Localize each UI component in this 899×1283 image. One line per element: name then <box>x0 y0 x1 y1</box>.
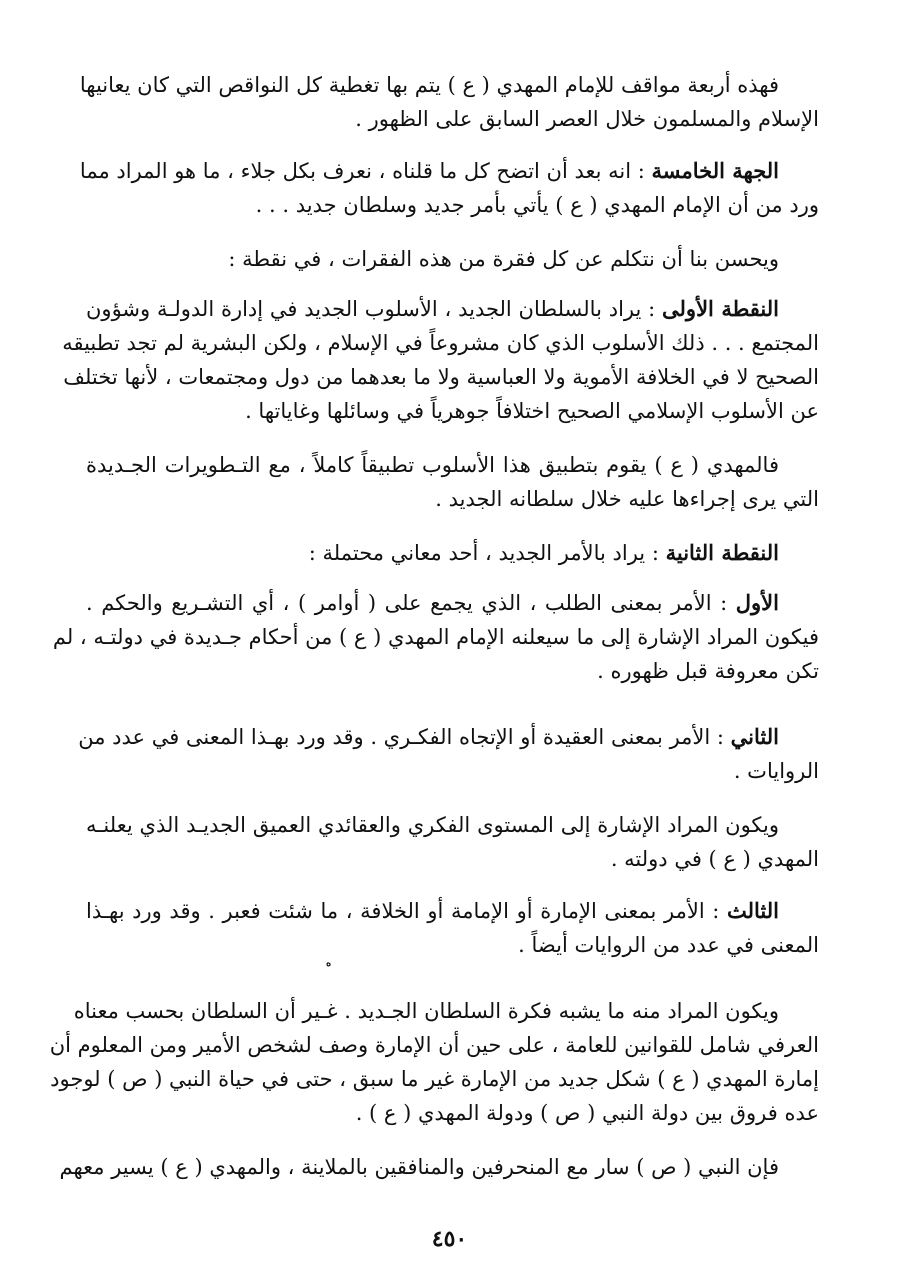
paragraph-prophet-conduct <box>59 1150 819 1184</box>
text-line <box>78 720 819 754</box>
section-heading: الأول <box>735 590 779 615</box>
text-line: ويحسن بنا أن نتكلم عن كل فقرة من هذه الفقرات ، في نقطة : <box>228 247 779 271</box>
text-line: فيكون المراد الإشارة إلى ما سيعلنه الإمام المهدي ( ع ) من أحكام جـديدة في دولتـه ، لم <box>52 625 819 649</box>
section-heading: الثالث <box>727 898 779 923</box>
text-line: العرفي شامل للقوانين للعامة ، على حين أن الإمارة وصف لشخص الأمير ومن المعلوم أن <box>49 1033 819 1057</box>
text-line: ورد من أن الإمام المهدي ( ع ) يأتي بأمر جديد وسلطان جديد . . . <box>255 193 819 217</box>
paragraph-first-meaning <box>52 586 819 688</box>
text-run: : الأمر بمعنى الطلب ، الذي يجمع على ( أوامر ) ، أي التشـريع والحكم . <box>86 591 728 615</box>
text-line <box>79 154 819 188</box>
text-line: التي يرى إجراءها عليه خلال سلطانه الجديد . <box>435 487 819 511</box>
text-line: فهذه أربعة مواقف للإمام المهدي ( ع ) يتم بها تغطية كل النواقص التي كان يعانيها <box>79 73 779 97</box>
text-run: : الأمر بمعنى العقيدة أو الإتجاه الفكـري . وقد ورد بهـذا المعنى في عدد من <box>78 725 724 749</box>
text-line: الروايات . <box>733 759 819 783</box>
text-line: عن الأسلوب الإسلامي الصحيح اختلافاً جوهرياً في وسائلها وغاياتها . <box>245 399 819 423</box>
text-line: المعنى في عدد من الروايات أيضاً . <box>518 933 819 957</box>
paragraph-fifth-aspect <box>79 154 819 222</box>
paragraph-new-sultan <box>49 994 819 1130</box>
paragraph-third-meaning <box>86 894 819 962</box>
text-line: فإن النبي ( ص ) سار مع المنحرفين والمنافقين بالملاينة ، والمهدي ( ع ) يسير معهم <box>59 1155 779 1179</box>
text-run: : انه بعد أن اتضح كل ما قلناه ، نعرف بكل جلاء ، ما هو المراد مما <box>79 159 645 183</box>
text-line: عده فروق بين دولة النبي ( ص ) ودولة المهدي ( ع ) . <box>355 1101 819 1125</box>
text-line: ويكون المراد منه ما يشبه فكرة السلطان الجـديد . غـير أن السلطان بحسب معناه <box>73 999 779 1023</box>
text-line: ويكون المراد الإشارة إلى المستوى الفكري والعقائدي العميق الجديـد الذي يعلنـه <box>86 813 779 837</box>
text-line <box>86 536 819 570</box>
text-line <box>86 894 819 928</box>
paragraph-four-positions <box>79 68 819 136</box>
text-line: الإسلام والمسلمون خلال العصر السابق على الظهور . <box>355 107 819 131</box>
text-line: تكن معروفة قبل ظهوره . <box>597 659 819 683</box>
text-line: المهدي ( ع ) في دولته . <box>610 847 819 871</box>
section-heading: النقطة الأولى <box>662 296 779 321</box>
text-line: فالمهدي ( ع ) يقوم بتطبيق هذا الأسلوب تطبيقاً كاملاً ، مع التـطويرات الجـديدة <box>86 453 779 477</box>
text-line: الصحيح لا في الخلافة الأموية ولا العباسية ولا ما بعدهما من دول ومجتمعات ، لأنها تختلف <box>63 365 819 389</box>
paragraph-second-meaning <box>78 720 819 788</box>
paragraph-mahdi-applies <box>86 448 819 516</box>
paragraph-intellectual-level <box>86 808 819 876</box>
section-heading: النقطة الثانية <box>665 540 779 565</box>
text-run: : يراد بالأمر الجديد ، أحد معاني محتملة : <box>308 541 659 565</box>
stray-mark: ه <box>326 958 332 969</box>
section-heading: الثاني <box>730 724 779 749</box>
text-line: المجتمع . . . ذلك الأسلوب الذي كان مشروعاً في الإسلام ، ولكن البشرية لم تجد تطبيقه <box>62 331 819 355</box>
text-run: : يراد بالسلطان الجديد ، الأسلوب الجديد في إدارة الدولـة وشؤون <box>86 297 656 321</box>
paragraph-point-one <box>62 292 819 428</box>
text-line <box>86 586 819 620</box>
text-line <box>86 292 819 326</box>
text-line: إمارة المهدي ( ع ) شكل جديد من الإمارة غير ما سبق ، حتى في حياة النبي ( ص ) لوجود <box>50 1067 819 1091</box>
page-number: ٤٥٠ <box>431 1226 468 1252</box>
paragraph-intro-points <box>86 242 819 276</box>
section-heading: الجهة الخامسة <box>651 158 779 183</box>
text-run: : الأمر بمعنى الإمارة أو الإمامة أو الخلافة ، ما شئت فعبر . وقد ورد بهـذا <box>86 899 720 923</box>
paragraph-point-two <box>86 536 819 570</box>
